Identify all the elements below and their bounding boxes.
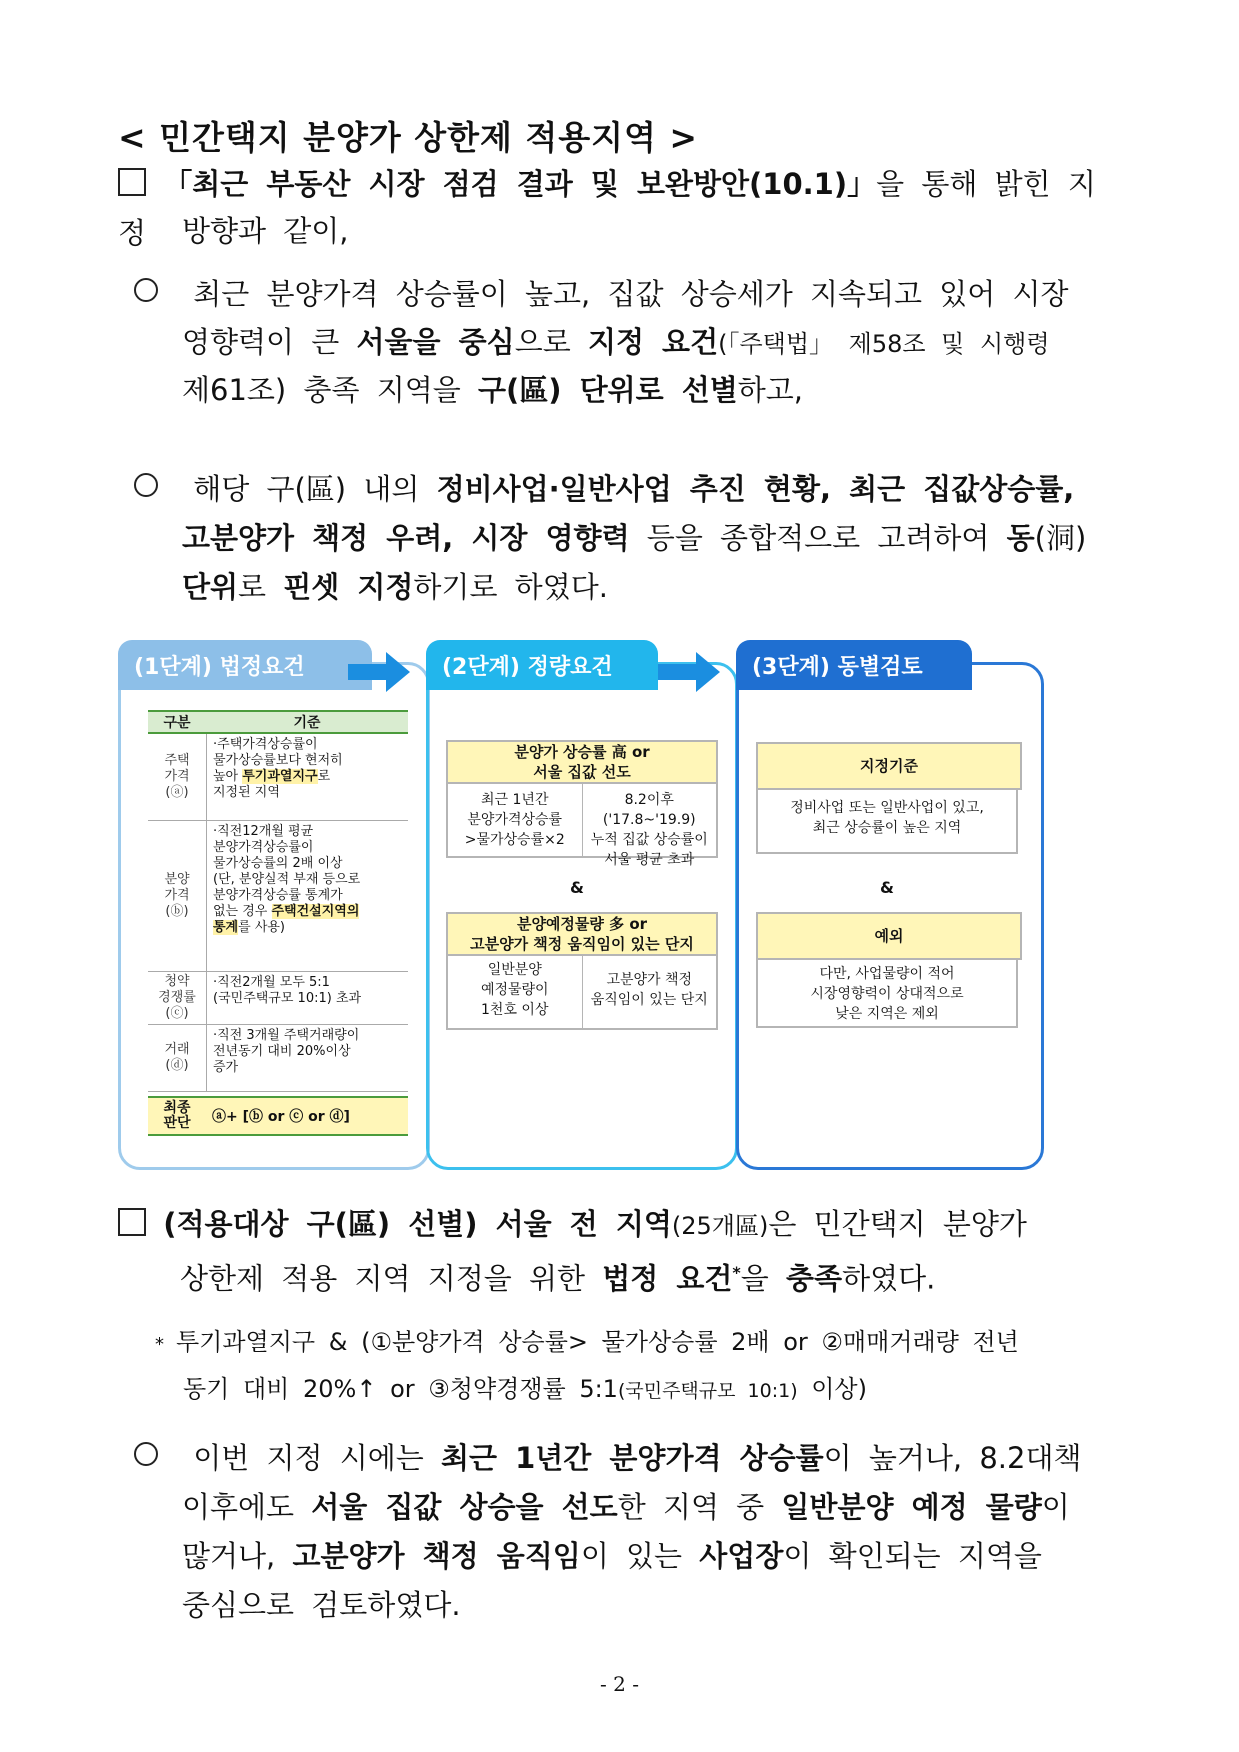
three-stage-diagram: [118, 640, 1118, 1170]
table-header-standard: 기준: [293, 715, 321, 731]
criteria-row: [148, 734, 408, 821]
stage-3-criteria-title: 지정기준: [756, 742, 1022, 790]
criteria-text: ·직전2개월 모두 5:1 (국민주택규모 10:1) 초과: [213, 975, 362, 1006]
bullet-3: 이번 지정 시에는 최근 1년간 분양가격 상승률이 높거나, 8.2대책: [134, 1434, 1081, 1483]
bullet-3-line3: 많거나, 고분양가 책정 움직임이 있는 사업장이 확인되는 지역을: [182, 1539, 1042, 1573]
page-title: < 민간택지 분양가 상한제 적용지역 >: [118, 118, 699, 157]
ampersand-stage-3: &: [880, 878, 894, 897]
bullet-2-line2: 고분양가 책정 우려, 시장 영향력 등을 종합적으로 고려하여 동(洞): [182, 521, 1087, 555]
stage-3-criteria-text: 정비사업 또는 일반사업이 있고, 최근 상승률이 높은 지역: [756, 788, 1018, 854]
paragraph-2: (적용대상 구(區) 선별) 서울 전 지역(25개區)은 민간택지 분양가: [118, 1200, 1128, 1251]
box1-left-criterion: 최근 1년간 분양가격상승률 >물가상승률×2: [448, 784, 583, 856]
stage-2-label: (2단계) 정량요건: [426, 640, 658, 690]
stage-3-exception-title: 예외: [756, 912, 1022, 960]
bullet-2: 해당 구(區) 내의 정비사업·일반사업 추진 현황, 최근 집값상승률,: [134, 465, 1074, 514]
stage-3-exception-text: 다만, 사업물량이 적어 시장영향력이 상대적으로 낮은 지역은 제외: [756, 958, 1018, 1028]
arrow-right-icon: [348, 652, 412, 692]
criteria-row: [148, 1025, 408, 1092]
criteria-category: 거래 (ⓓ): [148, 1025, 207, 1091]
criteria-text: ·직전12개월 평균 분양가격상승률이 물가상승률의 2배 이상 (단, 분양실적 부재 등으로 분양가격상승률 통계가 없는 경우 주택건설지역의 통계를 사용): [213, 824, 361, 935]
box2-left-criterion: 일반분양 예정물량이 1천호 이상: [448, 956, 583, 1028]
checkbox-square-icon: [118, 168, 146, 196]
box1-right-criterion: 8.2이후('17.8~'19.9) 누적 집값 상승률이 서울 평균 초과: [590, 792, 708, 868]
bullet-2-line3: 단위로 핀셋 지정하기로 하였다.: [182, 570, 608, 604]
bullet-circle-icon: [134, 278, 158, 302]
box2-right-criterion: 고분양가 책정 움직임이 있는 단지: [590, 972, 708, 1008]
quantitative-box-2-title: 분양예정물량 多 or 고분양가 책정 움직임이 있는 단지: [446, 912, 718, 956]
quantitative-box-1-title: 분양가 상승률 高 or 서울 집값 선도: [446, 740, 718, 784]
stage-3-label: (3단계) 동별검토: [736, 640, 972, 690]
bullet-circle-icon: [134, 473, 158, 497]
ampersand-stage-2: &: [570, 878, 584, 897]
highlight-text: 주택건설지역의 통계: [213, 904, 360, 935]
bullet-1-line2: 영향력이 큰 서울을 중심으로 지정 요건(「주택법」 제58조 및 시행령: [182, 325, 1050, 359]
checkbox-square-icon: [118, 1208, 146, 1236]
criteria-row: [148, 821, 408, 972]
footnote: * 투기과열지구 & (①분양가격 상승률> 물가상승률 2배 or ②매매거래량 전년 동기 대비 20%↑ or ③청약경쟁률 5:1(국민주택규모 10:1) 이상): [155, 1328, 1019, 1403]
arrow-right-icon: [658, 652, 722, 692]
quantitative-box-2: [446, 954, 718, 1030]
bullet-1-line3: 제61조) 충족 지역을 구(區) 단위로 선별하고,: [182, 373, 804, 407]
stage-1-table: [148, 710, 408, 1136]
quantitative-box-1: [446, 782, 718, 868]
final-judgement-text: ⓐ+ [ⓑ or ⓒ or ⓓ]: [212, 1109, 350, 1125]
criteria-text: ·직전 3개월 주택거래량이 전년동기 대비 20%이상 증가: [213, 1028, 360, 1075]
paragraph-1: 「최근 부동산 시장 점검 결과 및 보완방안(10.1)」을 통해 밝힌 지정: [118, 167, 1096, 250]
bullet-1: 최근 분양가격 상승률이 높고, 집값 상승세가 지속되고 있어 시장: [134, 270, 1069, 319]
bullet-circle-icon: [134, 1442, 158, 1466]
page-number: - 2 -: [600, 1672, 639, 1696]
bullet-3-line2: 이후에도 서울 집값 상승을 선도한 지역 중 일반분양 예정 물량이: [182, 1490, 1070, 1524]
criteria-text: ·주택가격상승률이 물가상승률보다 현저히 높아 투기과열지구로 지정된 지역: [213, 737, 343, 800]
paragraph-1-line2: 방향과 같이,: [182, 214, 349, 248]
stage-1-label: (1단계) 법정요건: [118, 640, 372, 690]
criteria-category: 청약 경쟁률 (ⓒ): [148, 972, 207, 1024]
paragraph-2-line2: 상한제 적용 지역 지정을 위한 법정 요건*을 충족하였다.: [180, 1261, 936, 1296]
criteria-row: [148, 972, 408, 1025]
table-header-category: 구분: [163, 715, 191, 731]
bullet-3-line4: 중심으로 검토하였다.: [182, 1588, 461, 1622]
criteria-category: 분양 가격 (ⓑ): [148, 821, 207, 971]
highlight-text: 투기과열지구: [242, 769, 318, 784]
final-judgement-label: 최종 판단: [163, 1100, 191, 1131]
criteria-category: 주택 가격 (ⓐ): [148, 734, 207, 820]
